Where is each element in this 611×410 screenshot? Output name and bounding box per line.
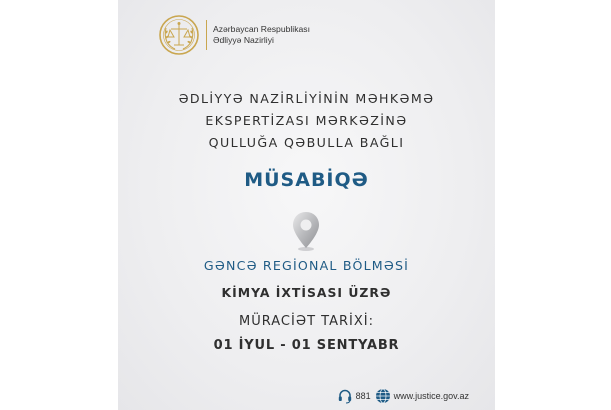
ministry-name [213,24,310,46]
footer-contacts [337,388,473,404]
justice-emblem-icon [158,14,200,56]
deadline-value: 01 İYUL - 01 SENTYABR [213,338,400,353]
phone-number: 881 [355,391,371,401]
headset-icon [337,388,353,404]
logo-divider [206,20,207,50]
headline-line1: ƏDLİYYƏ NAZİRLİYİNİN MƏHKƏMƏ [178,91,435,106]
ministry-line2: Ədliyyə Nazirliyi [213,35,274,45]
regional-division: GƏNCƏ REGİONAL BÖLMƏSİ [203,258,410,273]
globe-icon [375,388,391,404]
headline-line2: EKSPERTİZASI MƏRKƏZİNƏ [205,113,408,128]
announcement-headline [118,88,495,154]
headline-line3: QULLUĞA QƏBULLA BAĞLI [208,135,405,150]
location-pin-icon [290,210,322,252]
ministry-line1: Azərbaycan Respublikası [213,24,310,34]
deadline-label: MÜRACİƏT TARİXİ: [239,314,374,329]
announcement-poster [118,0,495,410]
website-link[interactable]: www.justice.gov.az [393,391,469,401]
competition-title: MÜSABİQƏ [244,169,369,191]
ministry-logo [158,14,310,56]
specialty: KİMYA İXTİSASI ÜZRƏ [221,285,392,300]
